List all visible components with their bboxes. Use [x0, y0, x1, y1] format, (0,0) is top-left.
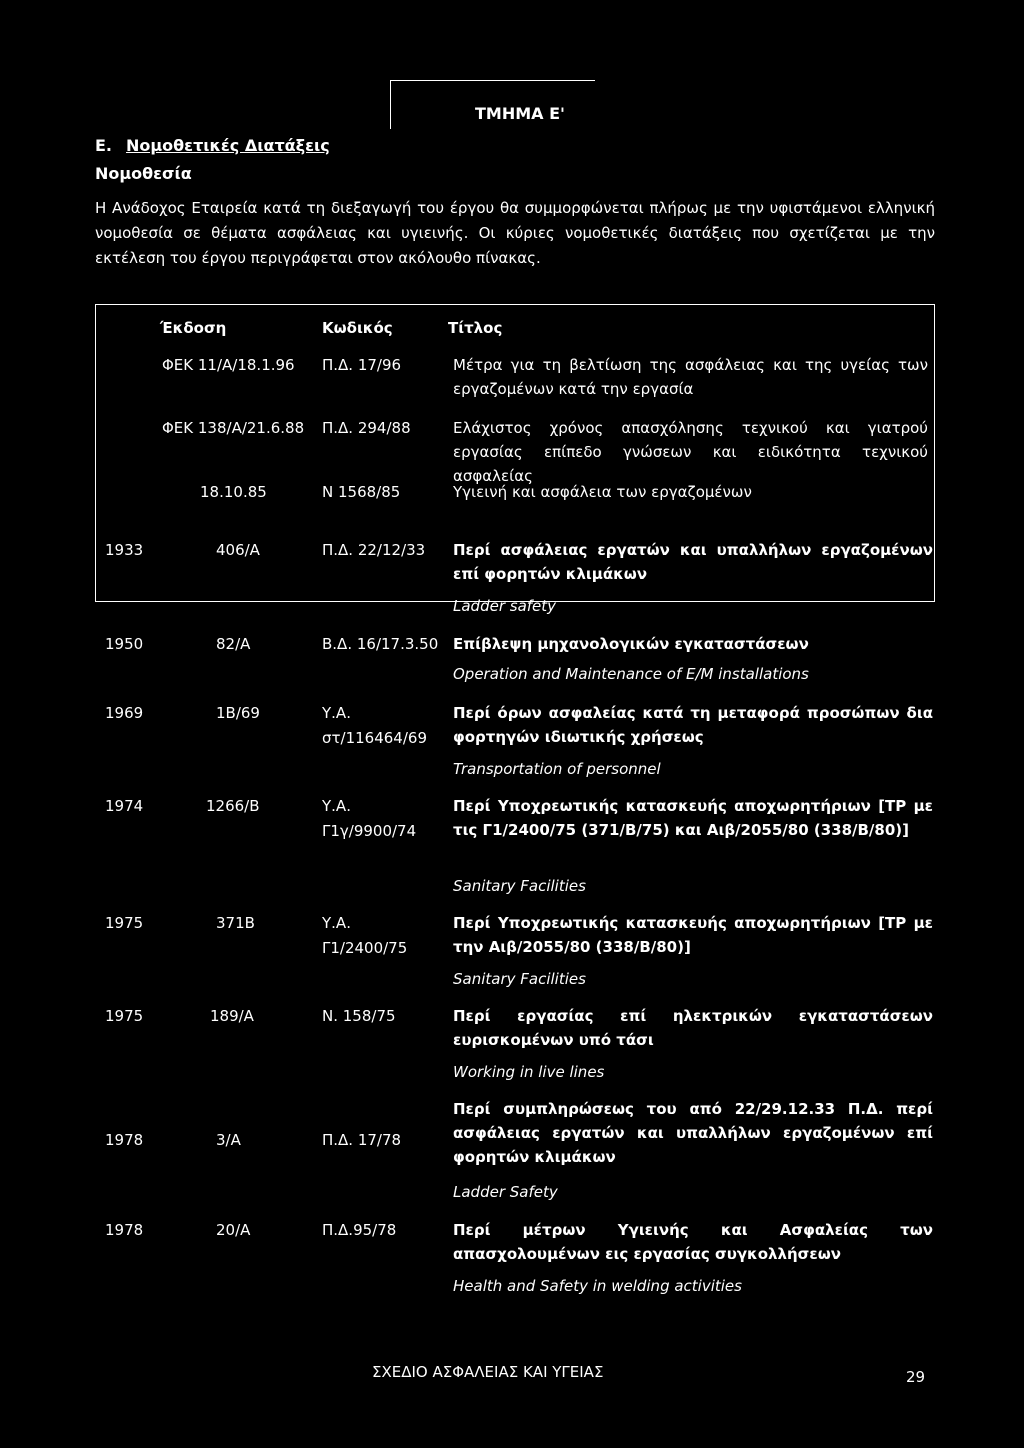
row-title: Ελάχιστος χρόνος απασχόλησης τεχνικού και γιατρού εργασίας επίπεδο γνώσεων και ειδικότητα τεχνικού ασφαλείας: [453, 419, 928, 485]
row-issue: 1266/Β: [206, 797, 260, 815]
row-code: Ν. 158/75: [322, 1007, 396, 1025]
row-title: Περί εργασίας επί ηλεκτρικών εγκαταστάσεων ευρισκομένων υπό τάσι: [453, 1007, 933, 1049]
row-issue: 189/Α: [210, 1007, 254, 1025]
row-code: Π.Δ. 17/96: [322, 356, 402, 374]
row-title: Περί όρων ασφαλείας κατά τη μεταφορά προσώπων δια φορτηγών ιδιωτικής χρήσεως: [453, 704, 933, 746]
row-year: 1975: [105, 1007, 144, 1025]
row-title: Μέτρα για τη βελτίωση της ασφάλειας και της υγείας των εργαζομένων κατά την εργασία: [453, 356, 928, 398]
row-issue: ΦΕΚ 11/Α/18.1.96: [162, 356, 295, 374]
row-year: 1969: [105, 704, 144, 722]
row-issue: ΦΕΚ 138/Α/21.6.88: [162, 419, 305, 437]
row-code-line1: Υ.Α.: [322, 704, 351, 722]
header-issue: Έκδοση: [160, 319, 227, 337]
heading-letter: Ε.: [95, 136, 113, 155]
row-title-en: Ladder Safety: [453, 1183, 558, 1201]
row-code: Ν 1568/85: [322, 483, 401, 501]
row-title: Περί Υποχρεωτικής κατασκευής αποχωρητήριων [ΤΡ με τις Γ1/2400/75 (371/Β/75) και Αιβ/2055/80 (338/Β/80)]: [453, 797, 933, 839]
section-heading: [95, 136, 330, 155]
section-label: ΤΜΗΜΑ Ε': [475, 104, 565, 123]
page-number: 29: [906, 1368, 926, 1386]
footer-text: ΣΧΕΔΙΟ ΑΣΦΑΛΕΙΑΣ ΚΑΙ ΥΓΕΙΑΣ: [372, 1363, 604, 1381]
row-year: 1933: [105, 541, 144, 559]
row-issue: 1Β/69: [216, 704, 260, 722]
row-issue: 18.10.85: [200, 483, 267, 501]
row-code: Π.Δ. 294/88: [322, 419, 411, 437]
row-title-en: Sanitary Facilities: [453, 970, 586, 988]
row-year: 1978: [105, 1131, 144, 1149]
row-code-line2: στ/116464/69: [322, 729, 427, 747]
header-code: Κωδικός: [322, 319, 393, 337]
row-title-en: Operation and Maintenance of E/M installations: [453, 665, 809, 683]
row-title-en: Sanitary Facilities: [453, 877, 586, 895]
row-code: Π.Δ.95/78: [322, 1221, 397, 1239]
row-code-line2: Γ1γ/9900/74: [322, 822, 417, 840]
row-code: Π.Δ. 17/78: [322, 1131, 402, 1149]
row-title: Επίβλεψη μηχανολογικών εγκαταστάσεων: [453, 635, 809, 653]
row-issue: 82/Α: [216, 635, 251, 653]
row-year: 1974: [105, 797, 144, 815]
heading-text: Νομοθετικές Διατάξεις: [126, 136, 330, 155]
row-title-en: Working in live lines: [453, 1063, 605, 1081]
row-code: Β.Δ. 16/17.3.50: [322, 635, 439, 653]
row-issue: 20/Α: [216, 1221, 251, 1239]
row-issue: 3/Α: [216, 1131, 241, 1149]
row-year: 1975: [105, 914, 144, 932]
row-code-line1: Υ.Α.: [322, 914, 351, 932]
subheading: Νομοθεσία: [95, 164, 192, 183]
intro-paragraph: Η Ανάδοχος Εταιρεία κατά τη διεξαγωγή του έργου θα συμμορφώνεται πλήρως με την υφιστάμενοι ελληνική νομοθεσία σε θέματα ασφάλειας και υγιεινής. Οι κύριες νομοθετικές διατάξεις που σχετίζεται με την εκτέλεση του έργου περιγράφεται στον ακόλουθο πίνακας.: [95, 199, 935, 267]
row-year: 1950: [105, 635, 144, 653]
row-title-en: Transportation of personnel: [453, 760, 661, 778]
row-title: Περί ασφάλειας εργατών και υπαλλήλων εργαζομένων επί φορητών κλιμάκων: [453, 541, 933, 583]
row-title: Υγιεινή και ασφάλεια των εργαζομένων: [453, 483, 752, 501]
row-code: Π.Δ. 22/12/33: [322, 541, 426, 559]
row-title: Περί μέτρων Υγιεινής και Ασφαλείας των απασχολουμένων εις εργασίας συγκολλήσεων: [453, 1221, 933, 1263]
row-code-line1: Υ.Α.: [322, 797, 351, 815]
row-issue: 371Β: [216, 914, 255, 932]
header-title: Τίτλος: [448, 319, 503, 337]
row-code-line2: Γ1/2400/75: [322, 939, 408, 957]
row-title: Περί συμπληρώσεως του από 22/29.12.33 Π.Δ. περί ασφάλειας εργατών και υπαλλήλων εργαζομένων επί φορητών κλιμάκων: [453, 1100, 933, 1166]
row-issue: 406/Α: [216, 541, 260, 559]
row-title-en: Health and Safety in welding activities: [453, 1277, 742, 1295]
row-title-en: Ladder safety: [453, 597, 557, 615]
row-title: Περί Υποχρεωτικής κατασκευής αποχωρητήριων [ΤΡ με την Αιβ/2055/80 (338/Β/80)]: [453, 914, 933, 956]
row-year: 1978: [105, 1221, 144, 1239]
